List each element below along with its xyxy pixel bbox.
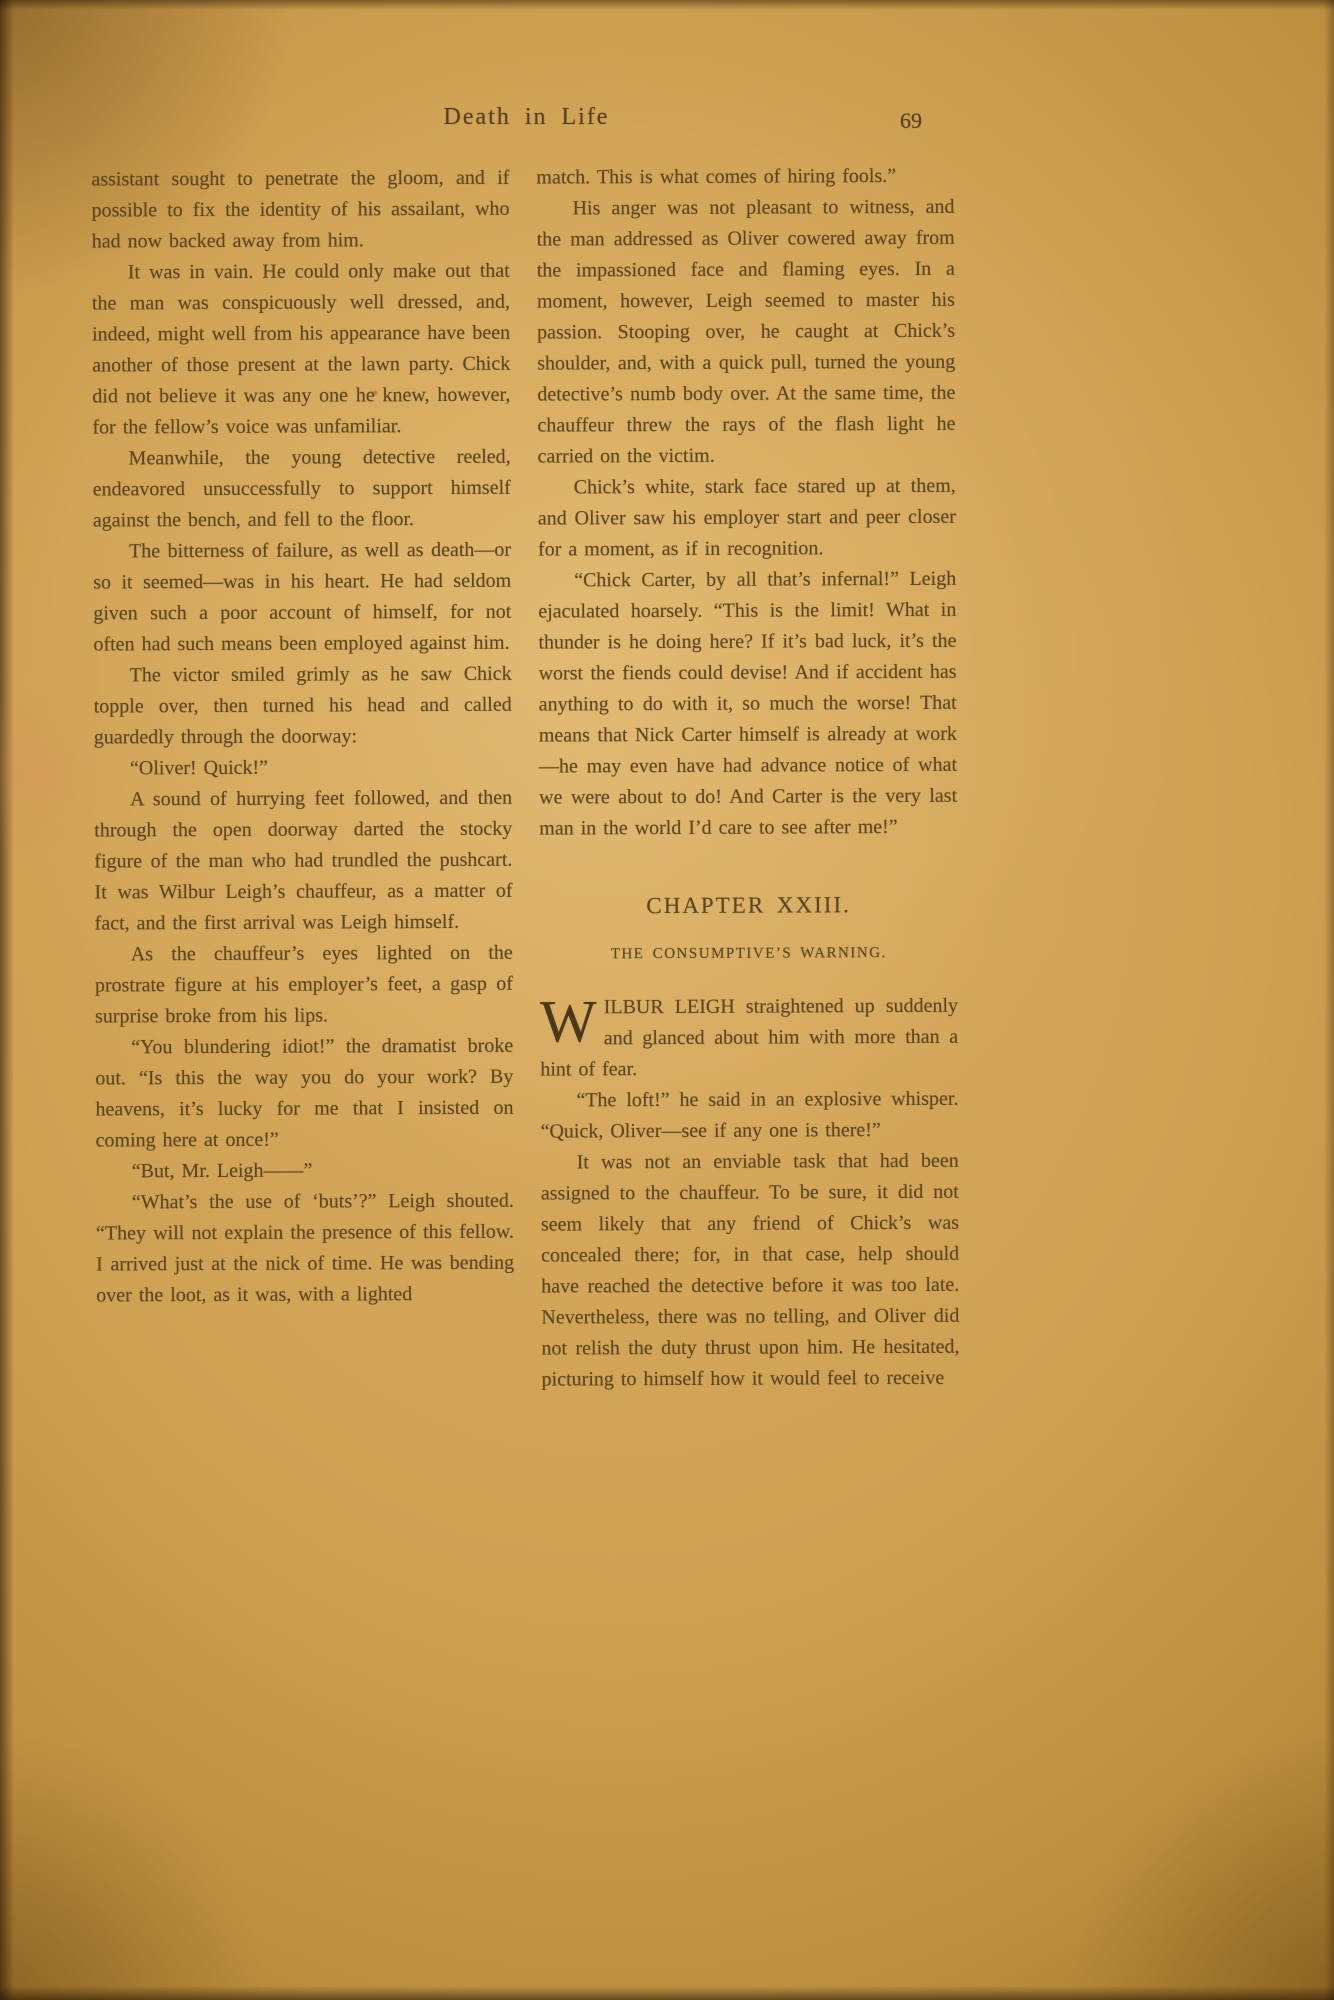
chapter-number-heading: CHAPTER XXIII. [646,892,851,919]
paragraph: “You blundering idiot!” the dramatist broke out. “Is this the way you do your work? By heavens, it’s lucky for me that I insisted on coming here at once!” [95,1034,514,1152]
chapter-opening-paragraph [539,988,959,1086]
running-title: Death in Life [443,104,610,130]
paragraph: “What’s the use of ‘buts’?” Leigh shouted. “They will not explain the presence of this fellow. I arrived just at the nick of time. He was bending over the loot, as it was, with a lighted [95,1189,515,1307]
page-number: 69 [900,108,922,133]
paragraph: The bitterness of failure, as well as death—or so it seemed—was in his heart. He had seldom given such a poor account of himself, for not often had such means been employed against him. [93,538,512,656]
paragraph: A sound of hurrying feet followed, and then through the open doorway darted the stocky figure of the man who had trundled the pushcart. It was Wilbur Leigh’s chauffeur, as a matter of fact, and the first arrival was Leigh himself. [94,786,513,935]
paragraph: The victor smiled grimly as he saw Chick topple over, then turned his head and called guardedly through the doorway: [93,662,512,749]
left-column [91,163,514,1312]
drop-cap-letter: W [539,988,597,1055]
paragraph: “But, Mr. Leigh——” [131,1159,313,1183]
paragraph: As the chauffeur’s eyes lighted on the prostrate figure at his employer’s feet, a gasp of surprise broke from his lips. [94,941,513,1028]
opening-text: ILBUR LEIGH straightened up suddenly and glanced about him with more than a hint of fear. [540,994,959,1081]
chapter-title-heading: THE CONSUMPTIVE’S WARNING. [610,945,887,963]
paragraph: It was in vain. He could only make out that the man was conspicuously well dressed, and, indeed, might well from his appearance have been another of those present at the lawn party. Chick did not believe it was any one he knew, however, for the fellow’s voice was unfamiliar. [91,259,511,439]
paragraph: It was not an enviable task that had been assigned to the chauffeur. To be sure, it did not seem likely that any friend of Chick’s was concealed there; for, in that case, help should have reached the detective before it was too late. Nevertheless, there was no telling, and Oliver did not relish the duty thrust upon him. He hesitated, picturing to himself how it would feel to receive [540,1149,960,1391]
paragraph: match. This is what comes of hiring fools.” [536,164,897,189]
paragraph: His anger was not pleasant to witness, and the man addressed as Oliver cowered away from the impassioned face and flaming eyes. In a moment, however, Leigh seemed to master his passion. Stooping over, he caught at Chick’s shoulder, and, with a quick pull, turned the young detective’s numb body over. At the same time, the chauffeur threw the rays of the flash light he carried on the victim. [536,195,956,468]
paragraph: assistant sought to penetrate the gloom, and if possible to fix the identity of his assailant, who had now backed away from him. [91,166,510,253]
paragraph: Meanwhile, the young detective reeled, endeavored unsuccessfully to support himself against the bench, and fell to the floor. [92,445,511,532]
paragraph: Chick’s white, stark face stared up at them, and Oliver saw his employer start and peer closer for a moment, as if in recognition. [537,474,956,561]
paragraph: “Chick Carter, by all that’s infernal!” Leigh ejaculated hoarsely. “This is the limit! What in thunder is he doing here? If it’s bad luck, it’s the worst the fiends could devise! And if accident has anything to do with it, so much the worse! That means that Nick Carter himself is already at work—he may even have had advance notice of what we were about to do! And Carter is the very last man in the world I’d care to see after me!” [538,567,958,840]
paragraph: “The loft!” he said in an explosive whisper. “Quick, Oliver—see if any one is there!” [540,1087,959,1143]
paragraph: “Oliver! Quick!” [129,756,269,780]
right-column [536,161,959,1396]
